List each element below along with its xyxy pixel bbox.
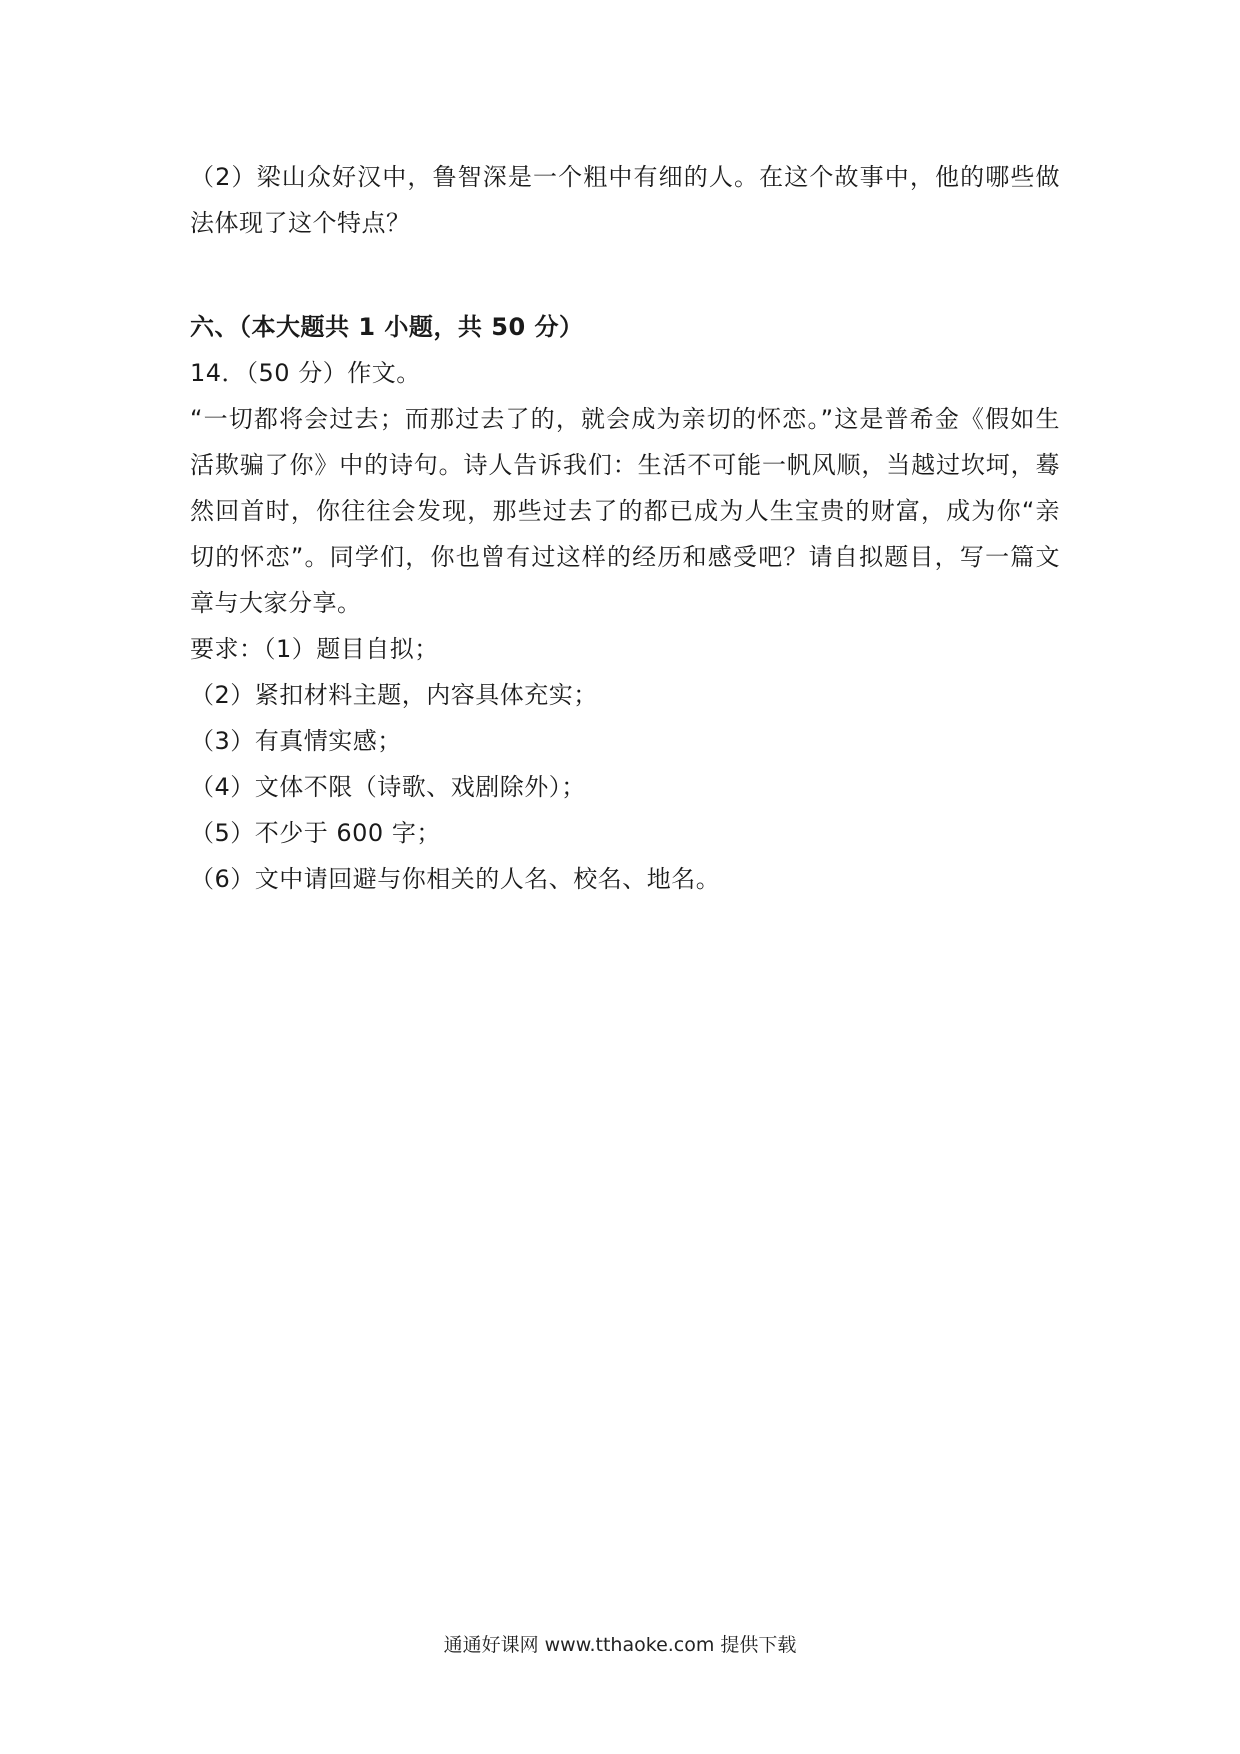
prompt-line: 然回首时，你往往会发现，那些过去了的都已成为人生宝贵的财富，成为你“亲 — [190, 497, 1060, 525]
section-gap — [190, 246, 1060, 304]
requirement-item: （2）紧扣材料主题，内容具体充实； — [190, 681, 598, 709]
requirement-item: （6）文中请回避与你相关的人名、校名、地名。 — [190, 865, 721, 893]
section-heading: 六、（本大题共 1 小题，共 50 分） — [190, 313, 584, 341]
page-content — [190, 154, 1060, 902]
requirement-item: 要求：（1）题目自拟； — [190, 635, 439, 663]
prompt-line: 章与大家分享。 — [190, 589, 362, 617]
requirement-item: （3）有真情实感； — [190, 727, 402, 755]
requirement-item: （4）文体不限（诗歌、戏剧除外）； — [190, 773, 586, 801]
prompt-line: “一切都将会过去；而那过去了的，就会成为亲切的怀恋。”这是普希金《假如生 — [190, 405, 1060, 433]
question-title: 14．（50 分）作文。 — [190, 359, 421, 387]
prompt-line: 活欺骗了你》中的诗句。诗人告诉我们：生活不可能一帆风顺，当越过坎坷，蓦 — [190, 451, 1060, 479]
prompt-line: 切的怀恋”。同学们，你也曾有过这样的经历和感受吧？请自拟题目，写一篇文 — [190, 543, 1060, 571]
requirement-item: （5）不少于 600 字； — [190, 819, 441, 847]
question-part2-line1: （2）梁山众好汉中，鲁智深是一个粗中有细的人。在这个故事中，他的哪些做 — [190, 163, 1060, 191]
question-part2-line2: 法体现了这个特点？ — [190, 209, 411, 237]
page-footer: 通通好课网 www.tthaoke.com 提供下载 — [443, 1634, 797, 1656]
